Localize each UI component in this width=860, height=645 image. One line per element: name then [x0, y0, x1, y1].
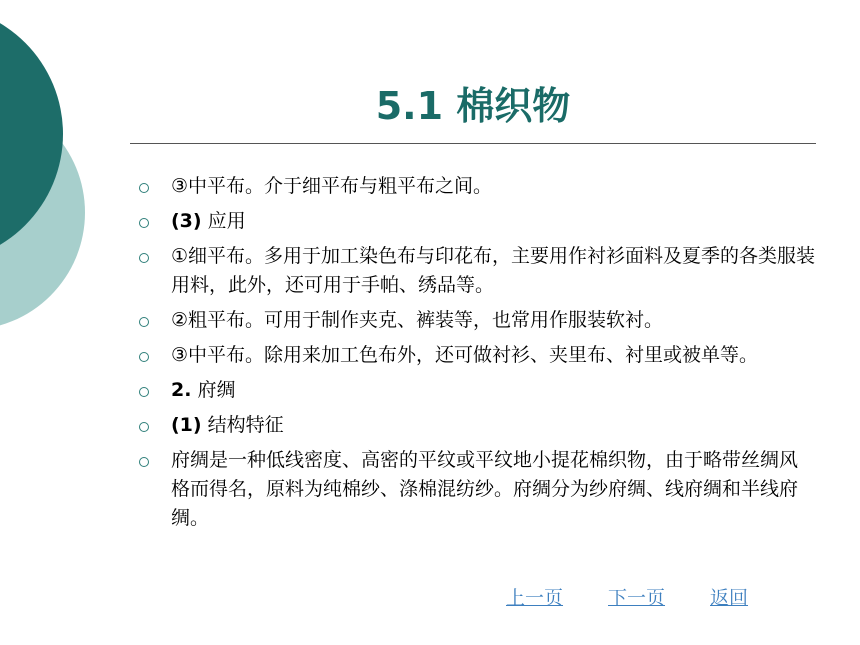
bullet-number: (3) — [171, 210, 202, 232]
next-page-link[interactable]: 下一页 — [608, 587, 666, 609]
bullet-item — [136, 172, 816, 201]
bullet-text: ③中平布。除用来加工色布外，还可做衬衫、夹里布、衬里或被单等。 — [171, 344, 759, 366]
bullet-item — [136, 376, 816, 405]
bullet-item — [136, 242, 816, 300]
bullet-item — [136, 341, 816, 370]
bullet-item — [136, 411, 816, 440]
title-divider — [130, 143, 816, 144]
bullet-number: 2. — [171, 379, 192, 401]
circle-bullet-icon — [139, 317, 149, 327]
bullet-number: (1) — [171, 414, 202, 436]
back-link[interactable]: 返回 — [710, 587, 749, 609]
bullet-item — [136, 306, 816, 335]
bullet-text: 府绸 — [191, 379, 236, 401]
bullet-text: 结构特征 — [201, 414, 284, 436]
bullet-text: 应用 — [201, 210, 246, 232]
slide-title: 5.1 棉织物 — [375, 84, 571, 128]
bullet-text: 府绸是一种低线密度、高密的平纹或平纹地小提花棉织物，由于略带丝绸风格而得名，原料为纯棉纱、涤棉混纺纱。府绸分为纱府绸、线府绸和半线府绸。 — [171, 449, 799, 529]
prev-page-link[interactable]: 上一页 — [506, 587, 564, 609]
bullet-text: ③中平布。介于细平布与粗平布之间。 — [171, 175, 493, 197]
circle-bullet-icon — [139, 352, 149, 362]
circle-bullet-icon — [139, 183, 149, 193]
bullet-item — [136, 207, 816, 236]
circle-bullet-icon — [139, 457, 149, 467]
circle-bullet-icon — [139, 422, 149, 432]
circle-bullet-icon — [139, 218, 149, 228]
bullet-list — [136, 172, 816, 539]
circle-bullet-icon — [139, 253, 149, 263]
bullet-text: ②粗平布。可用于制作夹克、裤装等，也常用作服装软衬。 — [171, 309, 664, 331]
circle-bullet-icon — [139, 387, 149, 397]
bullet-item — [136, 446, 816, 533]
bullet-text: ①细平布。多用于加工染色布与印花布，主要用作衬衫面料及夏季的各类服装用料，此外，还可用于手帕、绣品等。 — [171, 245, 816, 296]
